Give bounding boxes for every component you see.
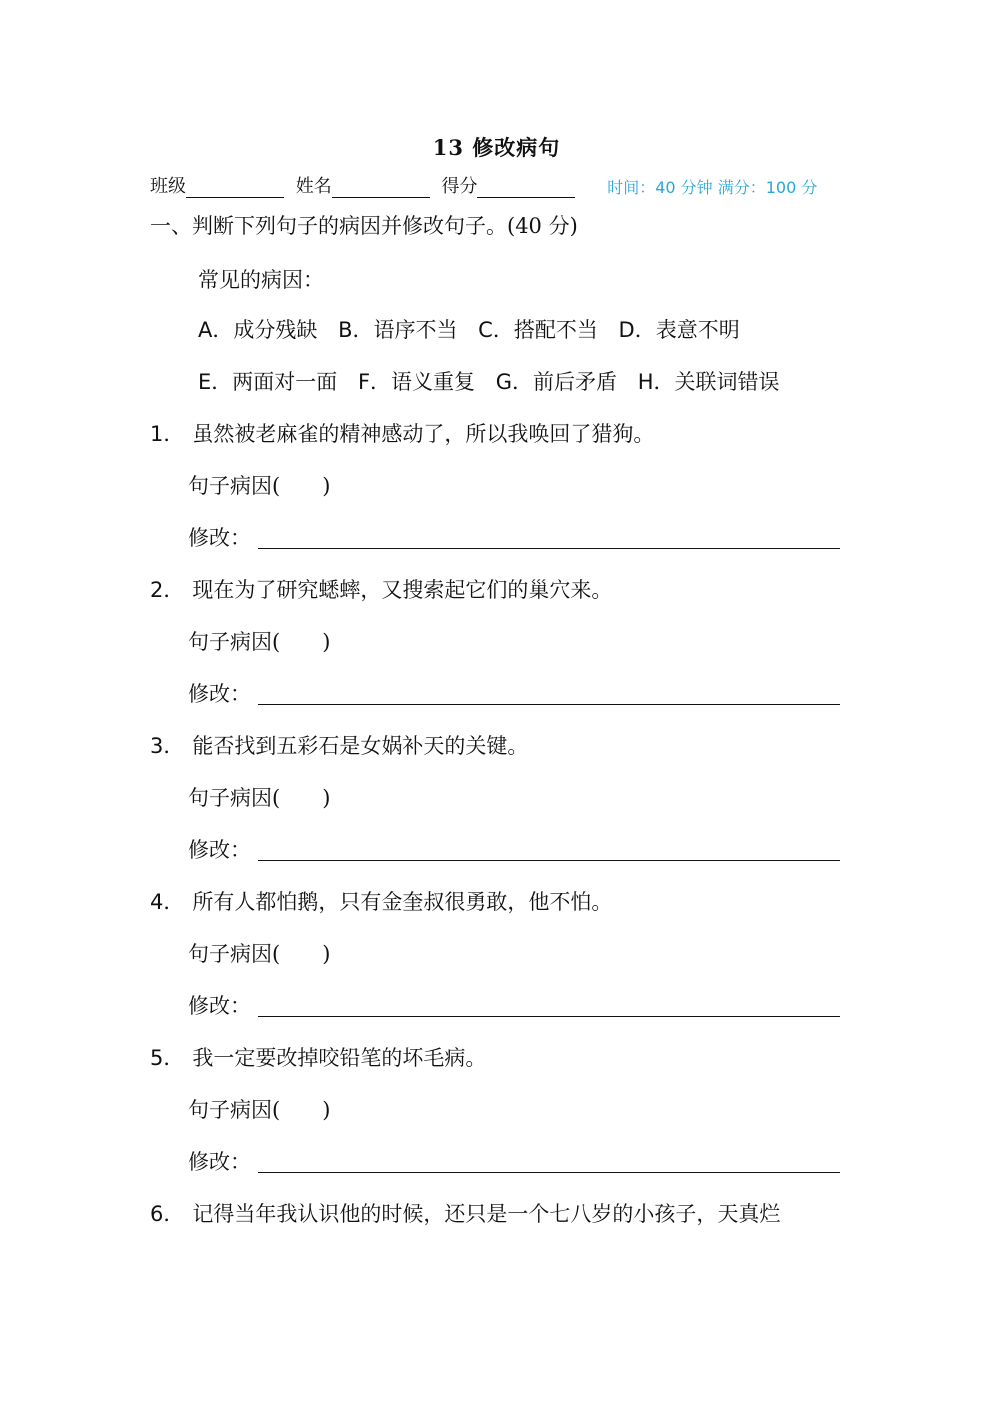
option-g: G．前后矛盾 xyxy=(495,370,618,394)
question-text: 虽然被老麻雀的精神感动了，所以我唤回了猎狗。 xyxy=(192,422,655,446)
option-h: H．关联词错误 xyxy=(637,370,780,394)
question-3 xyxy=(150,730,528,760)
fix-answer-line-4[interactable] xyxy=(258,1016,840,1017)
name-label: 姓名 xyxy=(295,176,332,197)
student-info-row xyxy=(150,172,850,202)
time-info: 时间：40 分钟 满分：100 分 xyxy=(607,178,818,197)
fix-answer-line-1[interactable] xyxy=(258,548,840,549)
question-5 xyxy=(150,1042,486,1072)
fix-label-3: 修改： xyxy=(188,838,251,862)
question-number: 6． xyxy=(150,1202,185,1226)
option-f: F．语义重复 xyxy=(357,370,476,394)
fix-answer-line-5[interactable] xyxy=(258,1172,840,1173)
question-text: 所有人都怕鹅，只有金奎叔很勇敢，他不怕。 xyxy=(192,890,613,914)
reason-field-5[interactable]: 句子病因( ) xyxy=(188,1098,331,1122)
fix-label-2: 修改： xyxy=(188,682,251,706)
question-number: 5． xyxy=(150,1046,185,1070)
question-text: 现在为了研究蟋蟀，又搜索起它们的巢穴来。 xyxy=(192,578,613,602)
question-number: 4． xyxy=(150,890,185,914)
section-heading: 一、判断下列句子的病因并修改句子。(40 分) xyxy=(150,214,578,238)
question-2 xyxy=(150,574,612,604)
question-4 xyxy=(150,886,612,916)
reason-field-4[interactable]: 句子病因( ) xyxy=(188,942,331,966)
question-text: 我一定要改掉咬铅笔的坏毛病。 xyxy=(192,1046,487,1070)
option-a: A．成分残缺 xyxy=(198,318,318,342)
option-b: B．语序不当 xyxy=(338,318,458,342)
fix-label-4: 修改： xyxy=(188,994,251,1018)
question-number: 1． xyxy=(150,422,185,446)
options-row-1 xyxy=(198,314,754,344)
fix-answer-line-2[interactable] xyxy=(258,704,840,705)
reason-field-2[interactable]: 句子病因( ) xyxy=(188,630,331,654)
question-number: 3． xyxy=(150,734,185,758)
reason-field-3[interactable]: 句子病因( ) xyxy=(188,786,331,810)
fix-label-5: 修改： xyxy=(188,1150,251,1174)
common-causes-label: 常见的病因： xyxy=(198,268,324,292)
fix-label-1: 修改： xyxy=(188,526,251,550)
option-e: E．两面对一面 xyxy=(198,370,338,394)
question-text: 能否找到五彩石是女娲补天的关键。 xyxy=(192,734,529,758)
question-number: 2． xyxy=(150,578,185,602)
reason-field-1[interactable]: 句子病因( ) xyxy=(188,474,331,498)
score-label: 得分 xyxy=(441,176,478,197)
option-d: D．表意不明 xyxy=(618,318,740,342)
options-row-2 xyxy=(198,366,794,396)
score-blank[interactable] xyxy=(477,175,575,198)
question-text: 记得当年我认识他的时候，还只是一个七八岁的小孩子，天真烂 xyxy=(192,1202,781,1226)
question-6 xyxy=(150,1198,780,1228)
class-label: 班级 xyxy=(150,176,186,197)
fix-answer-line-3[interactable] xyxy=(258,860,840,861)
class-blank[interactable] xyxy=(186,175,284,198)
page-title: 13 修改病句 xyxy=(432,135,561,160)
option-c: C．搭配不当 xyxy=(478,318,598,342)
name-blank[interactable] xyxy=(332,175,430,198)
question-1 xyxy=(150,418,654,448)
